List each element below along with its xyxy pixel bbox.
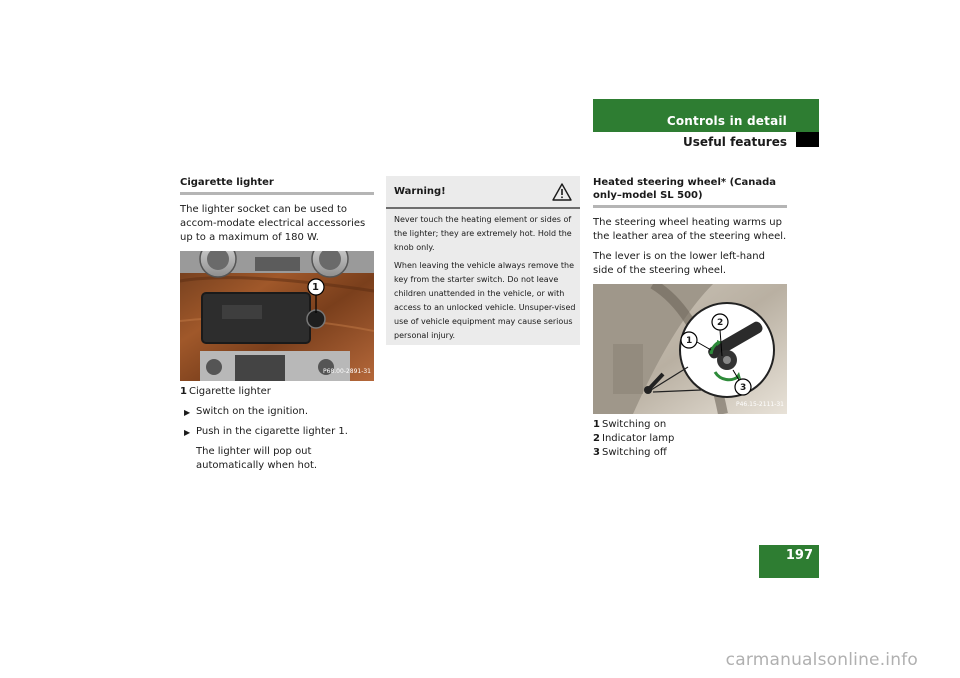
intro-text: The lighter socket can be used to accom-modate electrical accessories up to a maximum of 180 W. [180, 204, 366, 243]
step-arrow-icon: ▶ [184, 408, 191, 417]
legend-item: 1 Cigarette lighter [180, 386, 271, 397]
warning-paragraph: When leaving the vehicle always remove the key from the starter switch. Do not leave children unattended in the vehicle, or with access to an unlocked vehicle. Unsuper-vised use of vehicle equipment may cause serious personal injury. [394, 261, 576, 340]
figure-code: P68.00-2891-31 [322, 368, 371, 375]
steering-text-1: The steering wheel heating warms up the leather area of the steering wheel. [593, 217, 787, 242]
step-item: ▶ Push in the cigarette lighter 1. [180, 425, 374, 439]
step-item: ▶ Switch on the ignition. [180, 405, 374, 419]
figure-legend [180, 385, 374, 399]
footer-watermark[interactable]: carmanualsonline.info [725, 650, 918, 670]
header-marker [796, 132, 819, 147]
section-title: Heated steering wheel* (Canada only–model SL 500) [593, 176, 787, 208]
step-arrow-icon: ▶ [184, 428, 191, 437]
steering-photo [593, 284, 787, 414]
warning-triangle-icon [552, 182, 572, 202]
cigarette-lighter-section [180, 176, 374, 473]
warning-divider [386, 207, 580, 209]
warning-box [386, 176, 580, 345]
callout-number: 3 [740, 383, 747, 393]
warning-title: Warning! [394, 186, 446, 197]
callout-number: 2 [717, 318, 724, 328]
lighter-figure [180, 251, 374, 381]
steering-figure [593, 284, 787, 414]
step-note: The lighter will pop out automatically when hot. [196, 446, 318, 471]
header-section-title: Controls in detail [666, 114, 787, 128]
page-number: 197 [785, 548, 813, 563]
header-subsection-title: Useful features [682, 135, 787, 149]
page-number-box [759, 545, 819, 578]
steering-text-2: The lever is on the lower left-hand side of the steering wheel. [593, 251, 765, 276]
warning-paragraph: Never touch the heating element or sides of the lighter; they are extremely hot. Hold the knob only. [394, 215, 572, 252]
callout-number: 1 [686, 336, 693, 346]
lighter-photo [180, 251, 374, 381]
legend-item: 3 Switching off [593, 447, 667, 458]
figure-legend [593, 418, 787, 460]
heated-steering-section [593, 176, 787, 460]
callout-number: 1 [312, 282, 319, 293]
figure-code: P46.15-2111-31 [735, 401, 784, 408]
legend-item: 2 Indicator lamp [593, 433, 675, 444]
legend-item: 1 Switching on [593, 419, 667, 430]
warning-text [394, 213, 576, 347]
section-title: Cigarette lighter [180, 176, 374, 195]
